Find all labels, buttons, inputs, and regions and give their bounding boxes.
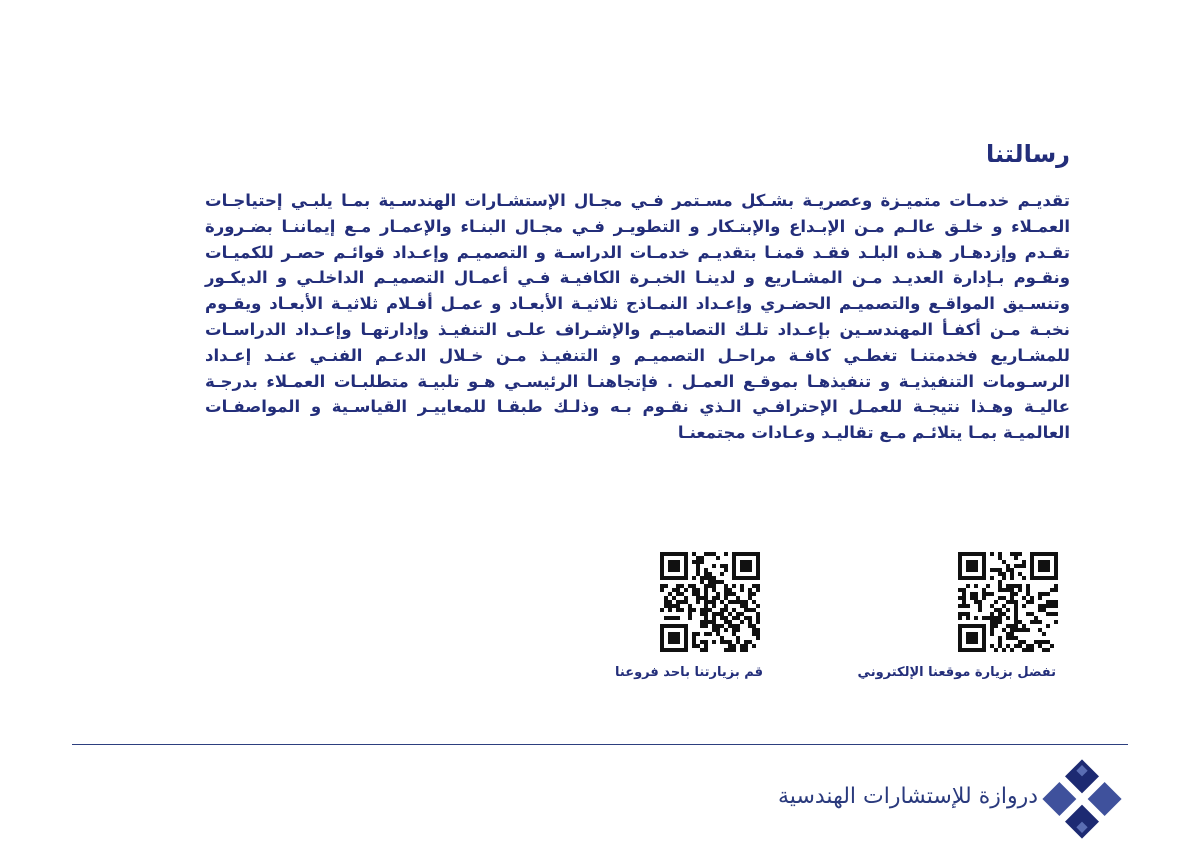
qr-code-icon bbox=[660, 552, 760, 652]
brand-name: دروازة للإستشارات الهندسية bbox=[778, 784, 1038, 809]
branch-qr-code[interactable] bbox=[660, 552, 760, 652]
company-logo-icon bbox=[1040, 757, 1124, 841]
website-qr-code[interactable] bbox=[958, 552, 1058, 652]
footer-divider bbox=[72, 744, 1128, 745]
section-heading: رسالتنا bbox=[985, 140, 1070, 168]
website-qr-caption: تفضل بزيارة موقعنا الإلكتروني bbox=[857, 665, 1056, 680]
qr-code-icon bbox=[958, 552, 1058, 652]
mission-paragraph: تقديـم خدمـات متميـزة وعصريـة بشـكل مسـتمر فـي مجـال الإستشـارات الهندسـية بمـا يلبـي إحتياجـات العمـلاء و خلـق عالـم مـن الإبـداع والإبتـكار و التطويـر فـي مجـال البنـاء والإعمـار مـع إيماننـا بضـرورة تقـدم وإزدهـار هـذه البلـد فقـد قمنـا بتقديـم خدمـات الدراسـة و التصميـم وإعـداد قوائـم حصـر للكميـات ونقـوم بـإدارة العديـد مـن المشـاريع و لدينـا الخبـرة الكافيـة فـي أعمـال التصميـم الداخلـي و الديكـور وتنسـيق المواقـع والتصميـم الحضـري وإعـداد النمـاذج ثلاثيـة الأبعـاد و عمـل أفـلام ثلاثيـة الأبعـاد ويقـوم نخبـة مـن أكفـأ المهندسـين بإعـداد تلـك التصاميـم والإشـراف علـى التنفيـذ وإدارتهـا وإعـداد الدراسـات للمشـاريع فخدمتنـا تغطـي كافـة مراحـل التصميـم و التنفيـذ مـن خـلال الدعـم الفنـي عنـد إعـداد الرسـومات التنفيذيـة و تنفيذهـا بموقـع العمـل . فإتجاهنـا الرئيسـي هـو تلبيـة متطلبـات العمـلاء بدرجـة عاليـة وهـذا نتيجـة للعمـل الإحترافـي الـذي نقـوم بـه وذلـك طبقـا للمعاييـر القياسـية و المواصفـات العالميـة بمـا يتلائـم مـع تقاليـد وعـادات مجتمعنـا bbox=[205, 191, 1070, 443]
branch-qr-caption: قم بزيارتنا باحد فروعنا bbox=[615, 665, 763, 680]
